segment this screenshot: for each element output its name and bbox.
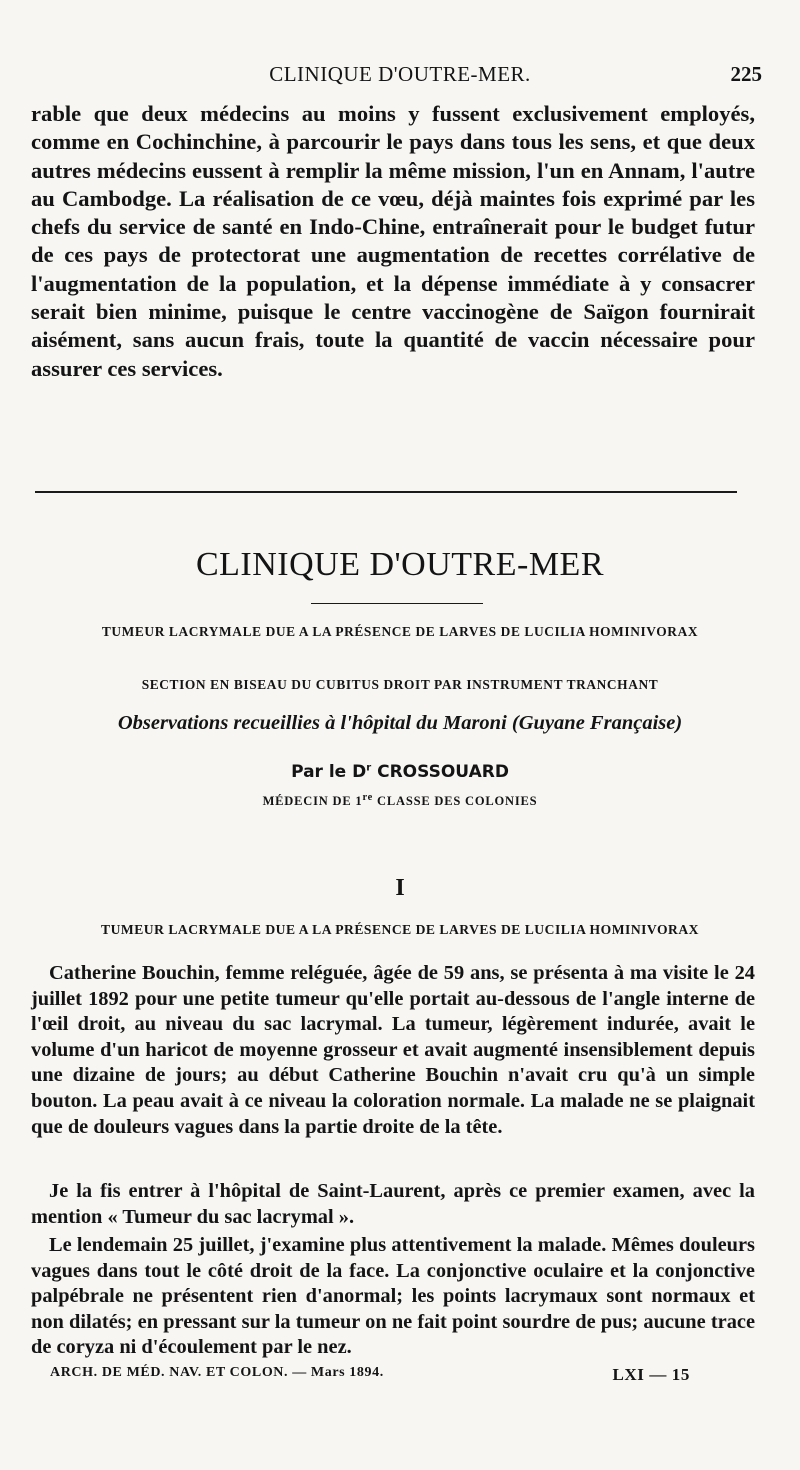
paragraph-1: Catherine Bouchin, femme reléguée, âgée de 59 ans, se présenta à ma visite le 24 juillet 1892 pour une petite tumeur qu'elle portait au-dessous de l'angle interne de l'œil droit, au niveau du sac lacrymal. La tumeur, légèrement indurée, avait le volume d'un haricot de moyenne grosseur et avait augmenté insensiblement depuis une dizaine de jours; au début Catherine Bouchin n'avait cru qu'à un simple bouton. La peau avait à ce niveau la coloration normale. La malade ne se plaignait que de douleurs vagues dans la partie droite de la tête. xyxy=(31,962,755,1138)
section-subtitle-1: TUMEUR LACRYMALE DUE A LA PRÉSENCE DE LARVES DE LUCILIA HOMINIVORAX xyxy=(101,624,699,639)
running-head xyxy=(30,62,770,92)
part-numeral: I xyxy=(395,875,405,901)
author-rank-prefix: MÉDECIN DE 1 xyxy=(262,794,363,809)
author-rank xyxy=(0,792,800,809)
author-prefix: Par le D xyxy=(291,762,367,782)
page-number: 225 xyxy=(730,62,762,86)
paragraph-2: Je la fis entrer à l'hôpital de Saint-Laurent, après ce premier examen, avec la mention « Tumeur du sac lacrymal ». xyxy=(31,1180,755,1228)
continued-paragraph: rable que deux médecins au moins y fussent exclusivement employés, comme en Cochinchine, à parcourir le pays dans tous les sens, et que deux autres médecins eussent à remplir la même mission, l'un en Annam, l'autre au Cambodge. La réalisation de ce vœu, déjà maintes fois exprimé par les chefs du service de santé en Indo-Chine, entraînerait pour le budget futur de ces pays de protectorat une augmentation de recettes corrélative de l'augmentation de la population, et la dépense immédiate à y consacrer serait bien minime, puisque le centre vaccinogène de Saïgon fournirait aisément, sans aucun frais, toute la quantité de vaccin nécessaire pour assurer ces services. xyxy=(31,101,755,381)
part-title: TUMEUR LACRYMALE DUE A LA PRÉSENCE DE LARVES DE LUCILIA HOMINIVORAX xyxy=(101,922,699,937)
section-divider xyxy=(35,491,737,493)
title-underline xyxy=(311,603,483,604)
paragraph-3: Le lendemain 25 juillet, j'examine plus attentivement la malade. Mêmes douleurs vagues dans tout le côté droit de la face. La conjonctive oculaire et la conjonctive palpébrale ne présentent rien d'anormal; les points lacrymaux sont normaux et non dilatés; en pressant sur la tumeur on ne fait point sourdre de pus; aucune trace de coryza ni d'écoulement par le nez. xyxy=(31,1234,755,1359)
author-line xyxy=(0,762,800,782)
author-rank-sup: re xyxy=(362,792,374,803)
footer-journal: ARCH. DE MÉD. NAV. ET COLON. — Mars 1894. xyxy=(50,1365,384,1380)
running-head-title: CLINIQUE D'OUTRE-MER. xyxy=(269,62,531,86)
observations-line: Observations recueillies à l'hôpital du Maroni (Guyane Française) xyxy=(117,712,683,734)
footer xyxy=(50,1365,690,1389)
author-name: CROSSOUARD xyxy=(377,762,509,782)
footer-signature: LXI — 15 xyxy=(612,1365,690,1384)
author-sup: r xyxy=(366,762,372,774)
section-title: CLINIQUE D'OUTRE-MER xyxy=(195,546,605,583)
section-subtitle-2: SECTION EN BISEAU DU CUBITUS DROIT PAR INSTRUMENT TRANCHANT xyxy=(141,677,659,692)
author-rank-suffix: CLASSE DES COLONIES xyxy=(377,794,538,809)
